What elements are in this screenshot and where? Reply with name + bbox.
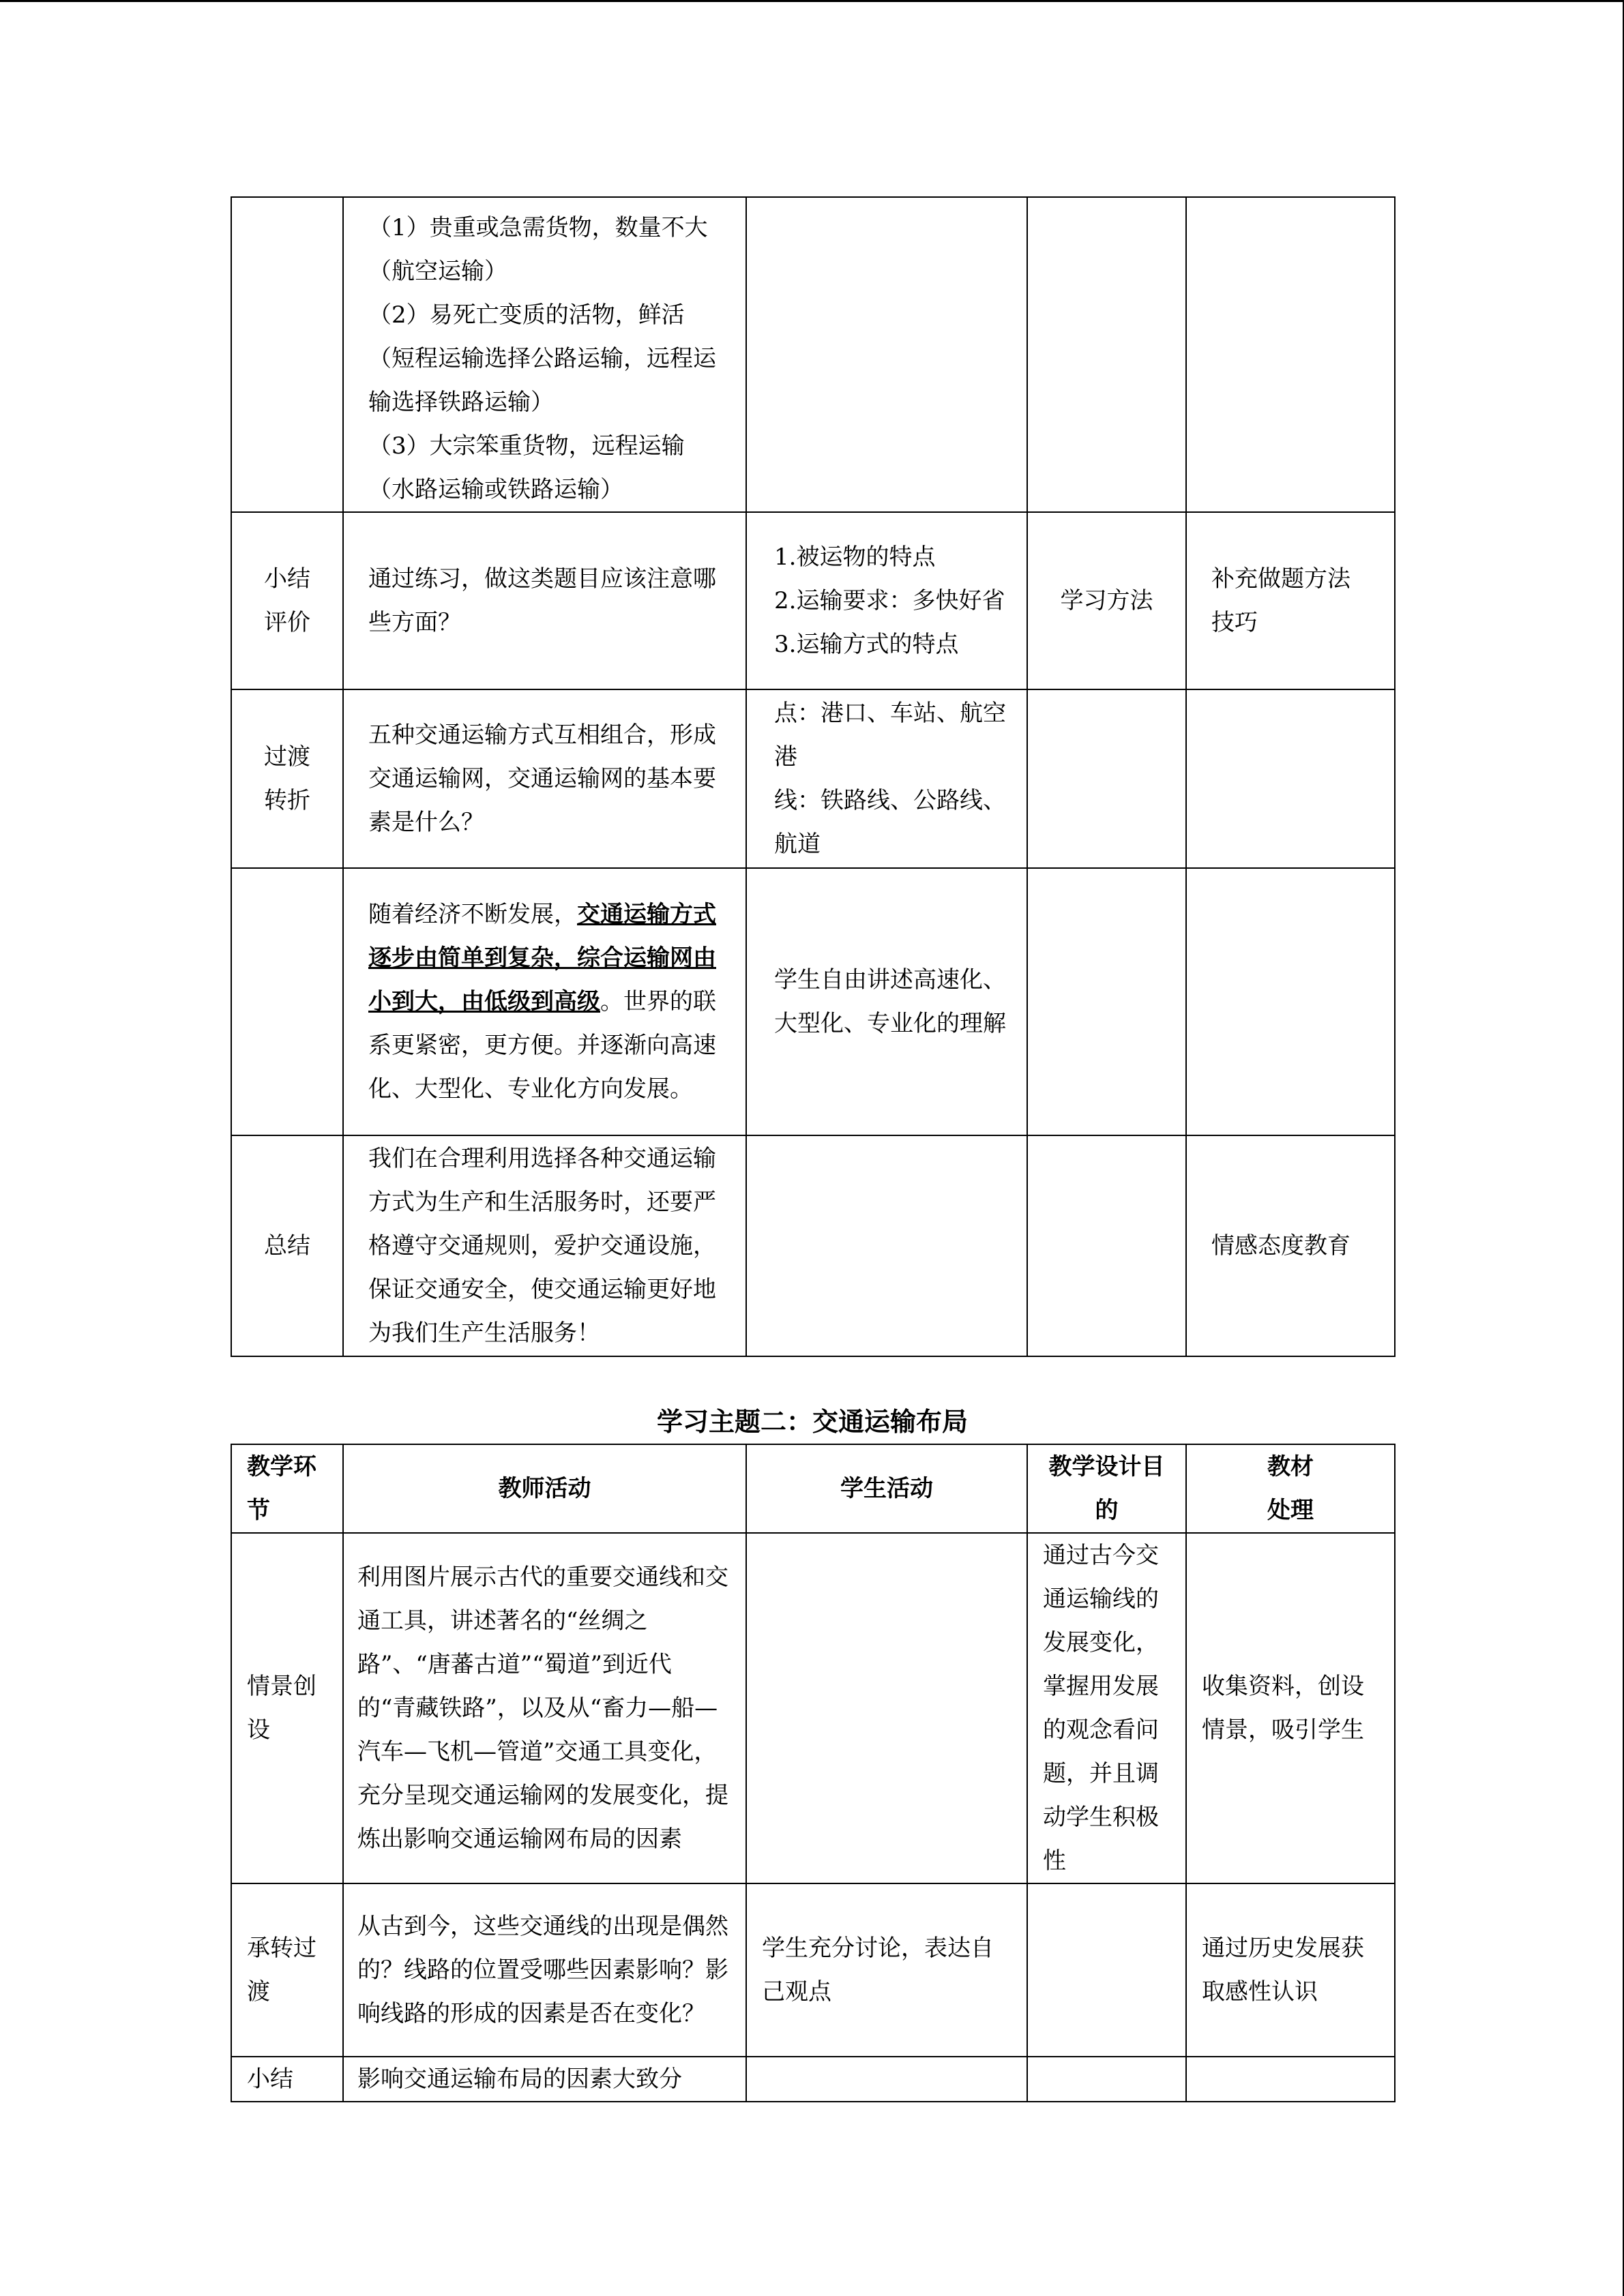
stage-cell: 小结 — [231, 2057, 343, 2102]
teacher-activity-cell: 利用图片展示古代的重要交通线和交通工具，讲述著名的“丝绸之路”、“唐蕃古道”“蜀道”到近代的“青藏铁路”，以及从“畜力—船—汽车—飞机—管道”交通工具变化，充分呈现交通运输网的发展变化，提炼出影响交通运输网布局的因素 — [343, 1533, 746, 1883]
material-cell — [1186, 2057, 1395, 2102]
student-activity-cell: 1.被运物的特点 2.运输要求：多快好省 3.运输方式的特点 — [746, 512, 1027, 689]
stage-cell: 情景创设 — [231, 1533, 343, 1883]
student-activity-cell: 学生充分讨论，表达自己观点 — [746, 1883, 1027, 2057]
key-point-text: 交通运输方式逐步由简单到复杂，综合运输网由小到大，由低级到高级 — [368, 901, 716, 1015]
student-activity-cell — [746, 1135, 1027, 1356]
header-material: 教材 处理 — [1186, 1444, 1395, 1533]
material-cell — [1186, 689, 1395, 868]
table-row — [231, 1135, 1395, 1356]
student-activity-cell — [746, 197, 1027, 512]
stage-cell: 过渡转折 — [231, 689, 343, 868]
header-design-goal: 教学设计目的 — [1027, 1444, 1186, 1533]
header-student-activity: 学生活动 — [746, 1444, 1027, 1533]
teacher-activity-cell: 五种交通运输方式互相组合，形成交通运输网，交通运输网的基本要素是什么？ — [343, 689, 746, 868]
teacher-activity-cell: 我们在合理利用选择各种交通运输方式为生产和生活服务时，还要严格遵守交通规则，爱护交通设施，保证交通安全，使交通运输更好地为我们生产生活服务！ — [343, 1135, 746, 1356]
student-activity-cell — [746, 2057, 1027, 2102]
design-goal-cell — [1027, 1883, 1186, 2057]
table-row — [231, 2057, 1395, 2102]
stage-cell: 总结 — [231, 1135, 343, 1356]
design-goal-cell — [1027, 1135, 1186, 1356]
design-goal-cell: 通过古今交通运输线的发展变化，掌握用发展的观念看问题，并且调动学生积极性 — [1027, 1533, 1186, 1883]
header-teacher-activity: 教师活动 — [343, 1444, 746, 1533]
table-row — [231, 1533, 1395, 1883]
design-goal-cell — [1027, 2057, 1186, 2102]
stage-cell: 承转过渡 — [231, 1883, 343, 2057]
table-row — [231, 1883, 1395, 2057]
lesson-table-continued — [231, 196, 1396, 1357]
material-cell: 补充做题方法技巧 — [1186, 512, 1395, 689]
page-top-border — [0, 0, 1624, 2]
material-cell: 情感态度教育 — [1186, 1135, 1395, 1356]
design-goal-cell — [1027, 197, 1186, 512]
table-row — [231, 868, 1395, 1135]
design-goal-cell — [1027, 868, 1186, 1135]
stage-cell: 小结评价 — [231, 512, 343, 689]
teacher-activity-cell: 通过练习，做这类题目应该注意哪些方面？ — [343, 512, 746, 689]
teacher-activity-cell: （1）贵重或急需货物，数量不大（航空运输） （2）易死亡变质的活物，鲜活（短程运输选择公路运输，远程运输选择铁路运输） （3）大宗笨重货物，远程运输（水路运输或铁路运输） — [343, 197, 746, 512]
material-cell: 通过历史发展获取感性认识 — [1186, 1883, 1395, 2057]
student-activity-cell — [746, 1533, 1027, 1883]
stage-cell — [231, 197, 343, 512]
material-cell — [1186, 868, 1395, 1135]
design-goal-cell — [1027, 689, 1186, 868]
table-row — [231, 689, 1395, 868]
student-activity-cell: 点：港口、车站、航空港 线：铁路线、公路线、航道 — [746, 689, 1027, 868]
header-stage: 教学环节 — [231, 1444, 343, 1533]
teacher-activity-cell: 随着经济不断发展，交通运输方式逐步由简单到复杂，综合运输网由小到大，由低级到高级。世界的联系更紧密，更方便。并逐渐向高速化、大型化、专业化方向发展。 — [343, 868, 746, 1135]
section-title: 学习主题二：交通运输布局 — [656, 1407, 968, 1437]
teacher-activity-cell: 影响交通运输布局的因素大致分 — [343, 2057, 746, 2102]
lesson-table-topic-two — [231, 1444, 1396, 2102]
table-header-row — [231, 1444, 1395, 1533]
teacher-activity-cell: 从古到今，这些交通线的出现是偶然的？线路的位置受哪些因素影响？影响线路的形成的因素是否在变化？ — [343, 1883, 746, 2057]
stage-cell — [231, 868, 343, 1135]
student-activity-cell: 学生自由讲述高速化、大型化、专业化的理解 — [746, 868, 1027, 1135]
table-row — [231, 512, 1395, 689]
material-cell — [1186, 197, 1395, 512]
design-goal-cell: 学习方法 — [1027, 512, 1186, 689]
material-cell: 收集资料，创设情景，吸引学生 — [1186, 1533, 1395, 1883]
table-row — [231, 197, 1395, 512]
